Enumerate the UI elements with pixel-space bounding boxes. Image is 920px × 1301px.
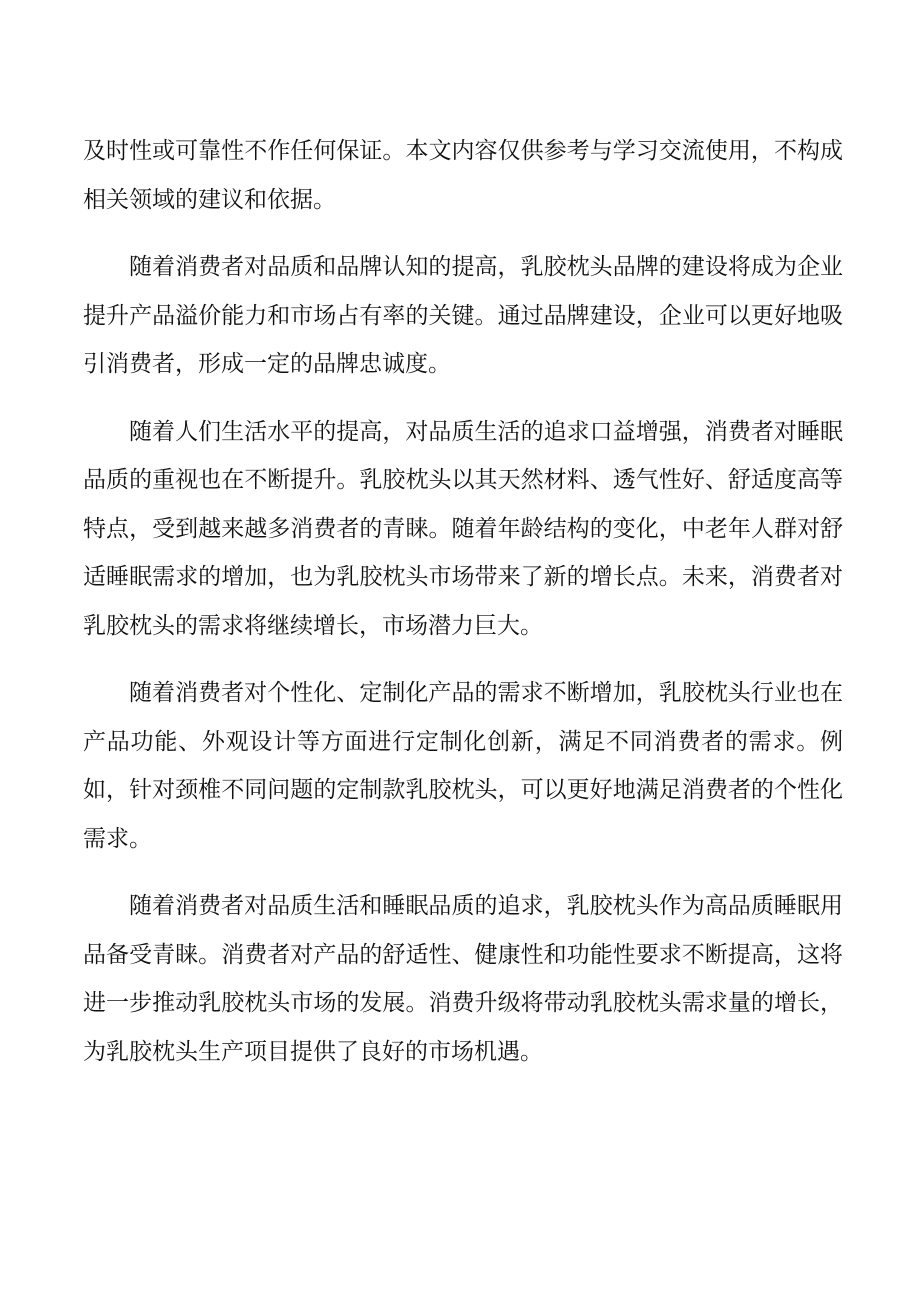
paragraph-disclaimer: 及时性或可靠性不作任何保证。本文内容仅供参考与学习交流使用，不构成相关领域的建议和依据。 <box>83 138 843 213</box>
paragraph-customization: 随着消费者对个性化、定制化产品的需求不断增加，乳胶枕头行业也在产品功能、外观设计等方面进行定制化创新，满足不同消费者的需求。例如，针对颈椎不同问题的定制款乳胶枕头，可以更好地满足消费者的个性化需求。 <box>83 680 843 852</box>
paragraph-consumption-upgrade: 随着消费者对品质生活和睡眠品质的追求，乳胶枕头作为高品质睡眠用品备受青睐。消费者对产品的舒适性、健康性和功能性要求不断提高，这将进一步推动乳胶枕头市场的发展。消费升级将带动乳胶枕头需求量的增长，为乳胶枕头生产项目提供了良好的市场机遇。 <box>83 893 843 1065</box>
paragraph-brand-building: 随着消费者对品质和品牌认知的提高，乳胶枕头品牌的建设将成为企业提升产品溢价能力和市场占有率的关键。通过品牌建设，企业可以更好地吸引消费者，形成一定的品牌忠诚度。 <box>83 254 843 377</box>
paragraph-sleep-quality-demand: 随着人们生活水平的提高，对品质生活的追求口益增强，消费者对睡眠品质的重视也在不断提升。乳胶枕头以其天然材料、透气性好、舒适度高等特点，受到越来越多消费者的青睐。随着年龄结构的变化，中老年人群对舒适睡眠需求的增加，也为乳胶枕头市场带来了新的增长点。未来，消费者对乳胶枕头的需求将继续增长，市场潜力巨大。 <box>83 418 843 639</box>
document-body <box>83 127 843 1095</box>
